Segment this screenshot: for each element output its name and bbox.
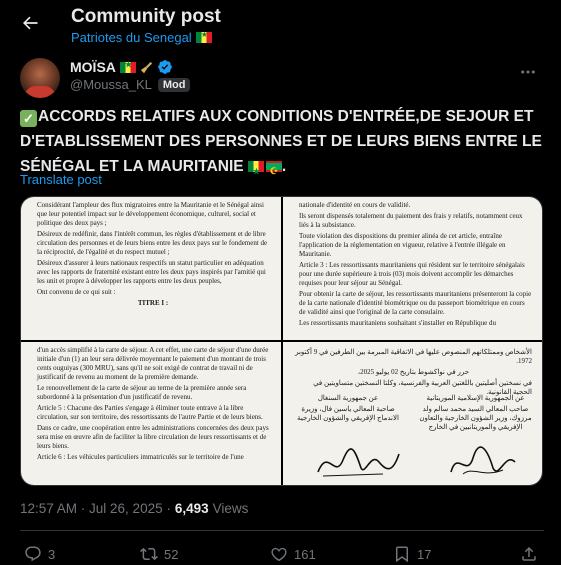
doc-paragraph: d'un accès simplifié à la carte de séjour. A cet effet, une carte de séjour d'une durée initiale d'un (1) an leur sera délivrée moyennant le paiement d'un montant de trois cents ouguiyas (300 MRU), sans qu'il ne soit exigé de contrat de travail ni de justificatif de revenu au moment de la première demande.: [37, 346, 269, 381]
doc-paragraph: Les ressortissants mauritaniens souhaitant s'installer en République du: [299, 319, 497, 327]
repost-count: 52: [164, 546, 179, 562]
doc-paragraph: Désireux d'assurer à leurs nationaux respectifs un statut particulier en adéquation avec les rapports de fraternité existant entre les deux pays inspirés par l'amitié qui les unit et propre à développer les rapports entre les deux peuples,: [37, 259, 266, 285]
doc-paragraph: حرر في نواكشوط بتاريخ 02 يوليو 2025،: [357, 368, 470, 376]
views-label: Views: [212, 501, 249, 516]
post-media-grid[interactable]: [20, 196, 543, 486]
document-image-2[interactable]: [283, 197, 543, 340]
verified-badge-icon: [157, 59, 173, 75]
post-timestamp[interactable]: 12:57 AM · Jul 26, 2025 ·: [20, 501, 171, 516]
signatory-right: عن الجمهورية الإسلامية الموريتانية صاحب المعالي السيد محمد سالم ولد مرزوك، وزير الشؤون الخارجية والتعاون الإفريقي والموريتانيين في الخارج: [419, 394, 532, 431]
page-title: Community post: [71, 6, 221, 27]
doc-paragraph: Dans ce cadre, une coopération entre les administrations concernées des deux pays sera mise en œuvre afin de faciliter la libre circulation de leurs ressortissants et de leurs biens.: [37, 424, 269, 450]
author-handle[interactable]: @Moussa_KL: [70, 77, 152, 92]
avatar[interactable]: [20, 58, 60, 98]
document-image-1[interactable]: [21, 197, 281, 340]
author-handle-row: [70, 77, 190, 92]
doc-paragraph: في نسختين أصليتين باللغتين العربية والفرنسية، وكلتا النسختين متساويتين في الحجية القانونية.: [313, 379, 532, 396]
reply-button[interactable]: [24, 545, 55, 563]
doc-paragraph: nationale d'identité en cours de validité.: [299, 201, 411, 209]
post-meta: [20, 501, 248, 516]
doc-paragraph: Le renouvellement de la carte de séjour au terme de la première année sera subordonné à la présentation d'un justificatif de revenu.: [37, 384, 247, 401]
senegal-flag-icon: [248, 161, 264, 172]
signature-left-image: [313, 442, 403, 482]
back-button[interactable]: [16, 9, 44, 37]
senegal-flag-icon: [120, 62, 136, 73]
more-options-button[interactable]: [516, 62, 540, 82]
views-count: 6,493: [174, 501, 209, 516]
like-count: 161: [294, 546, 316, 562]
document-image-3[interactable]: [21, 342, 281, 486]
author-name-row[interactable]: [70, 59, 173, 75]
senegal-flag-icon: [196, 32, 212, 43]
community-name: Patriotes du Senegal: [71, 30, 192, 45]
heart-icon: [270, 545, 288, 563]
post-text: [20, 104, 544, 179]
check-mark-icon: ✓: [20, 110, 37, 127]
action-bar: [20, 545, 544, 565]
doc-paragraph: Article 5 : Chacune des Parties s'engage à éliminer toute entrave à la libre circulation, sur son territoire, des ressortissants de l'autre Partie et de leurs biens.: [37, 404, 263, 421]
post-end-punct: .: [281, 158, 287, 175]
doc-paragraph: Toute violation des dispositions du premier alinéa de cet article, entraîne l'application de la réglementation en vigueur, relative à l'entrée illégale en Mauritanie.: [299, 232, 506, 258]
bookmark-icon: [393, 545, 411, 563]
bookmark-count: 17: [417, 546, 432, 562]
doc-paragraph: Ils seront dispensés totalement du paiement des frais y relatifs, notamment ceux liés à la subsistance.: [299, 212, 523, 229]
doc-paragraph: الأشخاص وممتلكاتهم المنصوص عليها في الاتفاقية المبرمة بين الطرفين في 9 أكتوبر 1972.: [295, 348, 532, 365]
more-horizontal-icon: [519, 63, 537, 81]
broom-emoji-icon: [140, 61, 153, 74]
reply-count: 3: [48, 546, 56, 562]
community-link[interactable]: [71, 30, 212, 45]
divider: [20, 530, 544, 531]
doc-heading: TITRE I :: [137, 299, 169, 307]
doc-paragraph: Pour obtenir la carte de séjour, les ressortissants mauritaniens présenteront la copie de la carte nationale d'identité biométrique ou du passeport biométrique en cours de validité ainsi que l'original de la carte consulaire.: [299, 290, 532, 316]
signature-right-image: [443, 444, 523, 482]
top-bar: [0, 0, 561, 52]
share-icon: [520, 545, 538, 563]
bookmark-button[interactable]: [393, 545, 431, 563]
doc-paragraph: Article 3 : Les ressortissants mauritaniens qui résident sur le territoire sénégalais pour une durée supérieure à trois (03) mois doivent accomplir les démarches requises pour leur séjour au Sénégal.: [299, 261, 525, 287]
mauritania-flag-icon: [266, 161, 282, 172]
doc-paragraph: Article 6 : Les véhicules particuliers immatriculés sur le territoire de l'une: [37, 453, 244, 461]
repost-button[interactable]: [140, 545, 178, 563]
doc-paragraph: Ont convenu de ce qui suit :: [37, 288, 116, 296]
signatory-left: عن جمهورية السنغال صاحبة المعالي ياسين فال، وزيرة الاندماج الإفريقي والشؤون الخارجية: [297, 394, 399, 422]
repost-icon: [140, 545, 158, 563]
post-title-text: ACCORDS RELATIFS AUX CONDITIONS D'ENTRÉE,DE SEJOUR ET D'ETABLISSEMENT DES PERSONNES ET DE LEURS BIENS ENTRE LE SÉNÉGAL ET LA MAURITANIE: [20, 108, 542, 175]
doc-paragraph: Désireux de redéfinir, dans l'intérêt commun, les règles d'établissement et de libre circulation des personnes et de leurs biens entre les deux pays sur le fondement de la réciprocité, de l'égalité et du respect mutuel ;: [37, 230, 268, 256]
author-name: MOÏSA: [70, 59, 116, 75]
doc-paragraph: Considérant l'ampleur des flux migratoires entre la Mauritanie et le Sénégal ainsi que leur potentiel impact sur le développement économique, culturel, social et politique des deux pays ;: [37, 201, 264, 227]
like-button[interactable]: [270, 545, 316, 563]
arrow-left-icon: [20, 13, 40, 33]
reply-icon: [24, 545, 42, 563]
mod-badge: Mod: [158, 78, 191, 92]
translate-post-link[interactable]: Translate post: [20, 172, 102, 187]
document-image-4[interactable]: [283, 342, 543, 486]
share-button[interactable]: [520, 545, 538, 563]
